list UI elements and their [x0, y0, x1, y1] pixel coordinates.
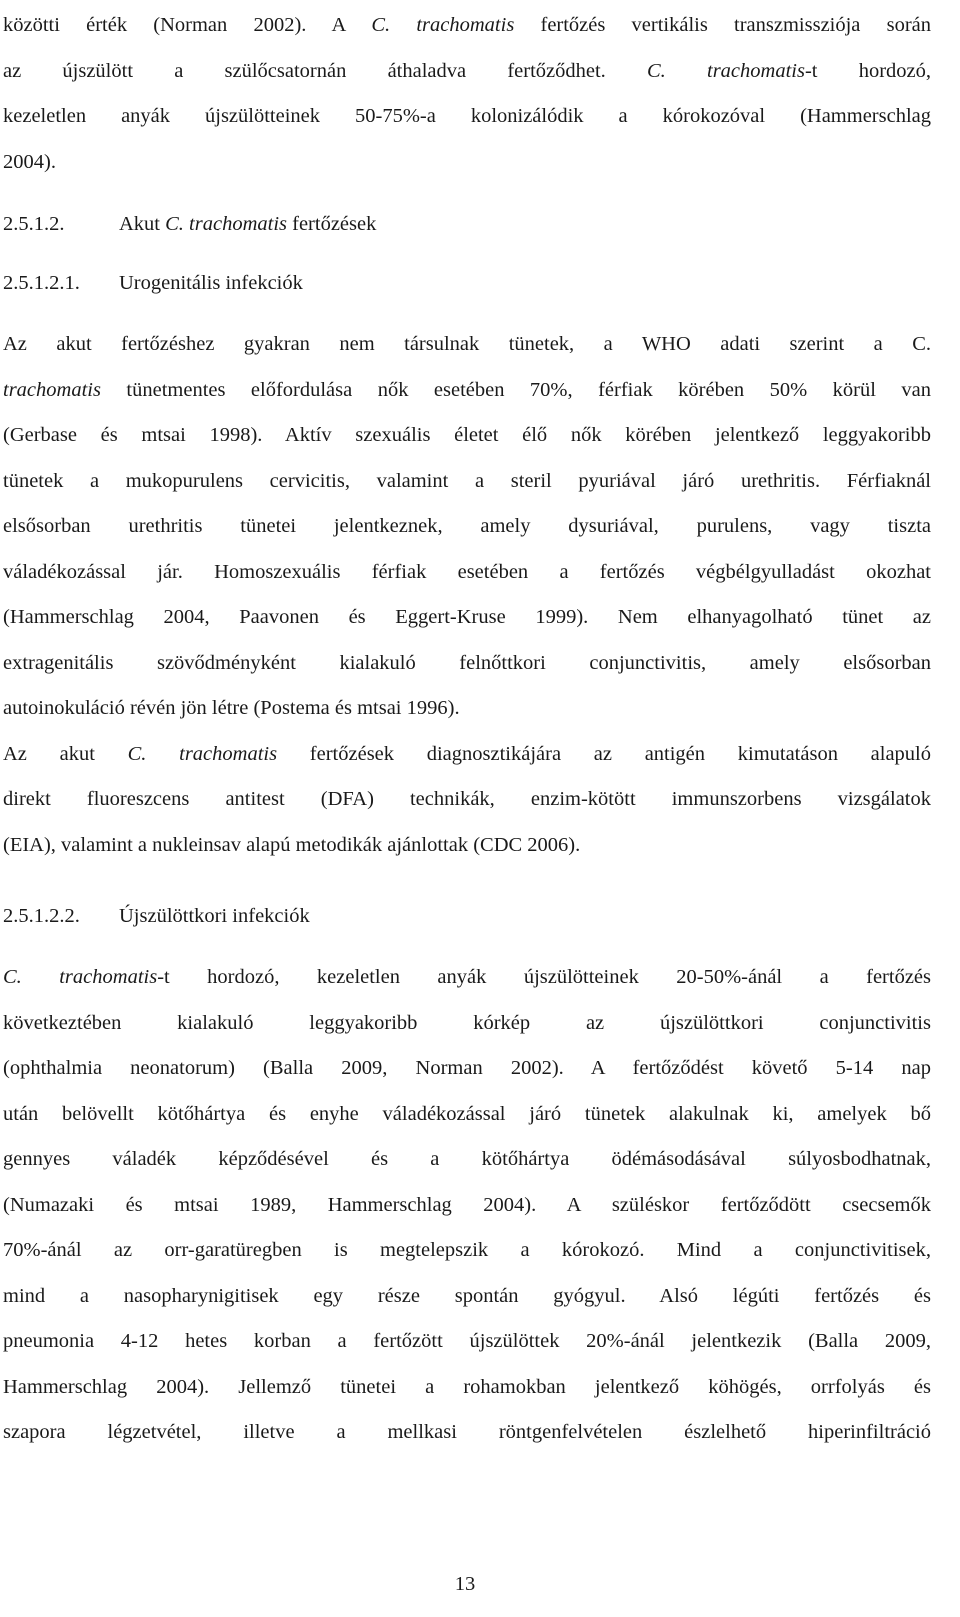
text-line: elsősorban urethritis tünetei jelentkeznek, amely dysuriával, purulens, vagy tiszta [3, 515, 931, 537]
text-line: (ophthalmia neonatorum) (Balla 2009, Norman 2002). A fertőződést követő 5-14 nap [3, 1057, 931, 1079]
text-line: kezeletlen anyák újszülötteinek 50-75%-a kolonizálódik a kórokozóval (Hammerschlag [3, 105, 931, 127]
text-line: (Hammerschlag 2004, Paavonen és Eggert-Kruse 1999). Nem elhanyagolható tünet az [3, 606, 931, 628]
text-line: után belövellt kötőhártya és enyhe váladékozással járó tünetek alakulnak ki, amelyek bő [3, 1102, 931, 1125]
text-line: direkt fluoreszcens antitest (DFA) technikák, enzim-kötött immunszorbens vizsgálatok [3, 788, 931, 810]
text-line: váladékozással jár. Homoszexuális férfiak esetében a fertőzés végbélgyulladást okozhat [3, 560, 931, 583]
text-line: közötti érték (Norman 2002). A C. trachomatis fertőzés vertikális transzmissziója során [3, 14, 931, 36]
text-line: az újszülött a szülőcsatornán áthaladva fertőződhet. C. trachomatis-t hordozó, [3, 59, 932, 82]
section-title: Újszülöttkori infekciók [119, 905, 310, 927]
text-line: mind a nasopharynigitisek egy része spontán gyógyul. Alsó légúti fertőzés és [3, 1284, 931, 1307]
italic-term: C. trachomatis [647, 59, 805, 82]
text-line: C. trachomatis-t hordozó, kezeletlen anyák újszülötteinek 20-50%-ánál a fertőzés [3, 966, 931, 988]
text-line: 70%-ánál az orr-garatüregben is megtelepszik a kórokozó. Mind a conjunctivitisek, [3, 1239, 931, 1261]
section-number: 2.5.1.2.2. [3, 905, 80, 927]
section-number: 2.5.1.2. [3, 213, 65, 235]
text-line: autoinokuláció révén jön létre (Postema és mtsai 1996). [3, 697, 460, 719]
text-line: gennyes váladék képződésével és a kötőhártya ödémásodásával súlyosbodhatnak, [3, 1148, 931, 1170]
text-line: Az akut C. trachomatis fertőzések diagnosztikájára az antigén kimutatáson alapuló [3, 742, 932, 765]
text-line: (Numazaki és mtsai 1989, Hammerschlag 2004). A szüléskor fertőződött csecsemők [3, 1193, 931, 1216]
italic-term: C. trachomatis [127, 742, 278, 765]
page-number: 13 [454, 1573, 476, 1595]
text-line: (EIA), valamint a nukleinsav alapú metodikák ajánlottak (CDC 2006). [3, 833, 581, 856]
text-line: Hammerschlag 2004). Jellemző tünetei a rohamokban jelentkező köhögés, orrfolyás és [3, 1375, 931, 1398]
section-number: 2.5.1.2.1. [3, 272, 80, 294]
text-line: Az akut fertőzéshez gyakran nem társulnak tünetek, a WHO adati szerint a C. [3, 333, 931, 355]
text-line: következtében kialakuló leggyakoribb kórkép az újszülöttkori conjunctivitis [3, 1011, 931, 1034]
urogenital-paragraph [3, 322, 931, 868]
section-heading-urogenital [3, 270, 303, 296]
text-line: extragenitális szövődményként kialakuló felnőttkori conjunctivitis, amely elsősorban [3, 651, 931, 674]
section-heading-newborn [3, 903, 310, 929]
text-line: (Gerbase és mtsai 1998). Aktív szexuális életet élő nők körében jelentkező leggyakoribb [3, 424, 931, 446]
italic-term: C. trachomatis [3, 966, 158, 988]
text-line: szapora légzetvétel, illetve a mellkasi röntgenfelvételen észlelhető hiperinfiltráció [3, 1421, 931, 1443]
section-heading-acute-infections [3, 211, 376, 237]
intro-paragraph [3, 3, 931, 185]
text-line: 2004). [3, 150, 56, 173]
italic-term: C. trachomatis [371, 14, 515, 36]
newborn-paragraph [3, 955, 931, 1456]
text-line: pneumonia 4-12 hetes korban a fertőzött újszülöttek 20%-ánál jelentkezik (Balla 2009, [3, 1330, 931, 1352]
italic-term: trachomatis [3, 378, 101, 401]
text-line: trachomatis tünetmentes előfordulása nők esetében 70%, férfiak körében 50% körül van [3, 378, 931, 401]
section-title: Urogenitális infekciók [119, 272, 303, 294]
italic-term: C. trachomatis [165, 213, 287, 235]
text-line: tünetek a mukopurulens cervicitis, valamint a steril pyuriával járó urethritis. Férfiaknál [3, 469, 931, 492]
section-title: Akut C. trachomatis fertőzések [119, 213, 377, 235]
